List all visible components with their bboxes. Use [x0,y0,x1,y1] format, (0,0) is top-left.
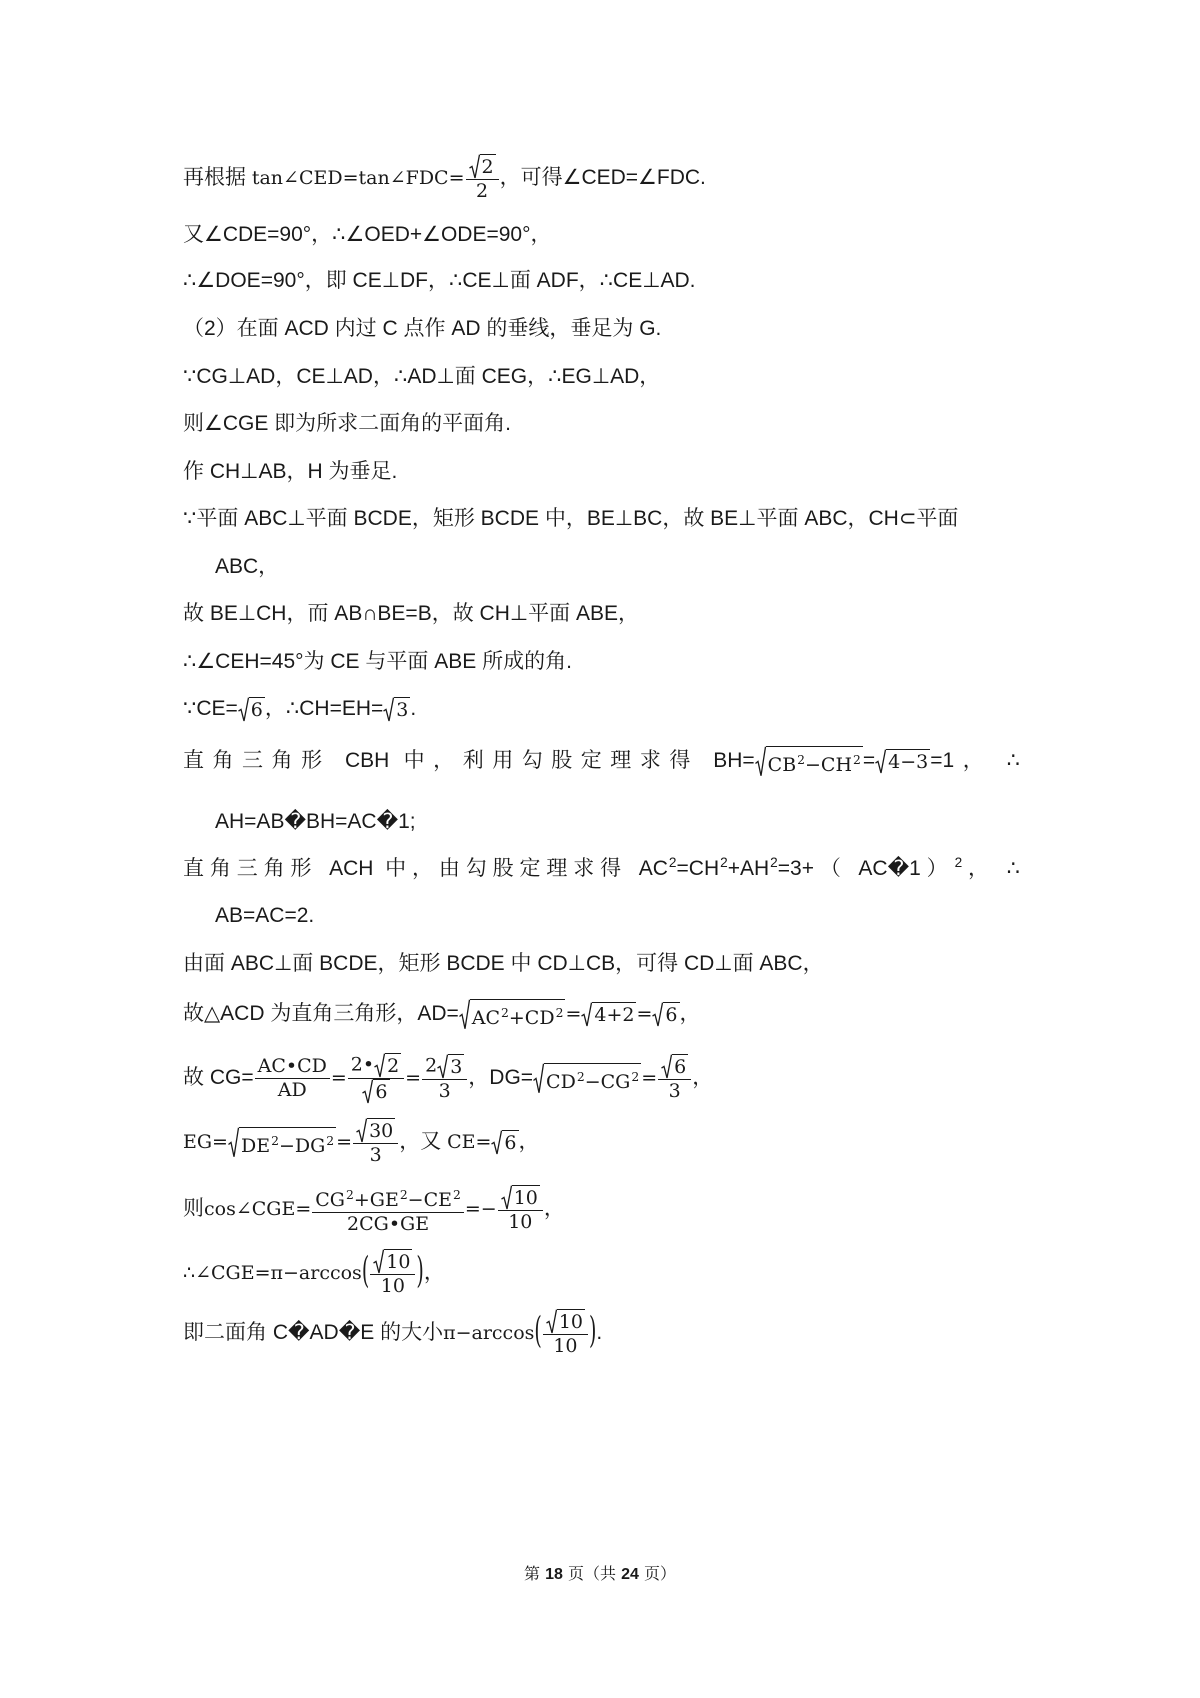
term: −CH [805,753,853,776]
line-content [183,1309,602,1358]
fraction [422,1054,467,1103]
radical-sign-icon [661,1054,672,1079]
formula-run: CE= [447,1130,492,1153]
radicand: 6 [674,1055,687,1078]
radicand [766,746,863,777]
radical-sign-icon [238,697,249,722]
term: −CE [407,1188,452,1211]
line-text: 作 CH⊥AB，H 为垂足. [183,459,398,483]
text-run: ，可得∠CED=∠FDC. [499,165,706,189]
fraction-numerator [543,1309,588,1334]
text-run: = [862,748,876,772]
superscript: 2 [326,1133,335,1148]
radicand [239,1127,336,1158]
sqrt-expression [238,697,265,722]
radicand: 10 [558,1310,583,1333]
superscript: 2 [631,1069,640,1084]
text-run: ，∴CH=EH= [264,696,384,720]
formula-run: tan∠CED=tan∠FDC= [251,166,465,189]
line-content [183,1118,540,1167]
superscript: 2 [576,1069,585,1084]
footer-text: 页（共 [562,1564,622,1583]
radicand: 6 [250,698,263,721]
sqrt-expression [374,1053,401,1078]
sqrt-expression [546,1309,585,1334]
radical-sign-icon [228,1127,239,1158]
sqrt-expression [437,1054,464,1079]
fraction-numerator [422,1054,467,1079]
fraction-numerator [370,1249,415,1274]
term: 2 [425,1054,438,1077]
sqrt-expression [228,1127,336,1158]
sqrt-expression [533,1063,641,1094]
formula-run: π−arccos [443,1321,535,1344]
radicand [544,1063,641,1094]
fraction-numerator [353,1118,398,1143]
fraction-denominator: 10 [498,1210,543,1234]
formula-run: ∴∠CGE= [183,1261,271,1284]
radicand [470,999,566,1030]
term: −CG [584,1070,631,1093]
footer-text: 页） [638,1564,676,1583]
line-content [183,746,1020,777]
superscript: 2 [453,1187,461,1202]
radical-sign-icon [356,1118,367,1143]
sqrt-expression [362,1079,389,1104]
radical-sign-icon [374,1053,385,1078]
radical-sign-icon [546,1309,557,1334]
term: +GE [353,1188,399,1211]
term: −DG [278,1134,326,1157]
superscript: 2 [501,1005,509,1020]
line-text: 又∠CDE=90°，∴∠OED+∠ODE=90°， [183,222,552,246]
radical-sign-icon [755,746,766,777]
fraction-numerator [658,1054,691,1079]
sqrt-expression [652,1002,679,1027]
text-run: 故 CG= [183,1065,254,1089]
formula-run: = [641,1066,658,1089]
superscript: 2 [954,855,963,871]
fraction [353,1118,398,1167]
text-run: 再根据 [183,165,252,189]
sqrt-expression [459,999,566,1030]
text-run: ， [423,1260,445,1284]
fraction-numerator: AC•CD [257,1054,327,1077]
radicand: 3 [396,698,409,721]
radicand: 2 [481,155,494,178]
superscript: 2 [345,1187,354,1202]
text-run: ， [518,1129,540,1153]
line-text: AB=AC=2. [215,903,315,927]
formula-run: π−arccos [270,1261,362,1284]
fraction [255,1055,330,1102]
radicand: 6 [665,1003,678,1026]
sqrt-expression [373,1249,412,1274]
fraction-denominator: 10 [370,1274,415,1298]
fraction [348,1053,404,1104]
radical-sign-icon [533,1063,544,1094]
left-paren: ( [361,1250,370,1293]
fraction [543,1309,588,1358]
fraction-denominator: 2 [466,179,499,203]
superscript: 2 [399,1187,408,1202]
radicand: 30 [369,1119,394,1142]
text-run: ∴ [992,748,1020,772]
radical-sign-icon [373,1249,384,1274]
text-run: 则 [183,1196,204,1220]
text-run: ， [679,1001,701,1025]
fraction [498,1185,543,1234]
right-paren: ) [589,1310,597,1353]
line-text: ∴∠CEH=45°为 CE 与平面 ABE 所成的角. [183,649,572,673]
line-text: ABC， [215,554,280,578]
text-run: 直角三角形 CBH 中，利用勾股定理求得 BH= [183,748,755,772]
text-run: ， ∴ [962,856,1020,880]
fraction-numerator [312,1183,464,1212]
line-text: 由面 ABC⊥面 BCDE，矩形 BCDE 中 CD⊥CB，可得 CD⊥面 ABC， [183,951,824,975]
term: 2• [350,1053,375,1076]
term: CD [546,1070,576,1093]
text-run: =CH [676,856,720,880]
radicand: 2 [387,1054,400,1077]
fraction [312,1183,464,1236]
formula-run: = [330,1066,347,1089]
radical-sign-icon [581,1002,592,1027]
line-text: AH=AB�BH=AC�1; [215,809,416,833]
text-run: =1， [930,748,993,772]
page-footer [0,1563,1200,1586]
radical-sign-icon [383,697,394,722]
fraction-numerator [466,154,499,179]
line-content [183,855,1020,883]
radical-sign-icon [652,1002,663,1027]
line-text: 故 BE⊥CH，而 AB∩BE=B，故 CH⊥平面 ABE， [183,601,640,625]
fraction [466,154,499,203]
fraction-numerator [348,1053,404,1078]
fraction-denominator: 3 [422,1079,467,1103]
radicand: 4+2 [594,1003,635,1026]
sqrt-expression [383,697,410,722]
radicand: 3 [450,1055,463,1078]
footer-text: 第 [524,1564,546,1583]
line-text: 则∠CGE 即为所求二面角的平面角. [183,411,512,435]
line-text: ∵平面 ABC⊥平面 BCDE，矩形 BCDE 中，BE⊥BC，故 BE⊥平面 ABC，CH⊂平面 [183,506,959,530]
sqrt-expression [581,1002,636,1027]
total-pages: 24 [621,1566,639,1583]
text-run: ，又 [399,1129,448,1153]
line-content [183,154,706,203]
sqrt-expression [875,749,930,774]
formula-run: = [336,1130,353,1153]
page-number: 18 [545,1566,563,1583]
term: CG [315,1188,345,1211]
term: CB [767,753,797,776]
left-paren: ( [534,1310,542,1353]
term: AC [471,1006,501,1029]
line-text: ∴∠DOE=90°，即 CE⊥DF，∴CE⊥面 ADF，∴CE⊥AD. [183,268,696,292]
fraction-numerator [498,1185,543,1210]
radicand: 10 [386,1250,411,1273]
fraction-denominator: 2CG•GE [312,1212,464,1236]
text-run: ， [543,1196,565,1220]
text-run: . [410,696,417,720]
fraction-denominator: 3 [353,1143,398,1167]
formula-run: cos∠CGE= [204,1197,312,1220]
text-run: 即二面角 C�AD�E 的大小 [183,1320,444,1344]
radicand: 4−3 [888,750,929,773]
text-run: 故△ACD 为直角三角形，AD= [183,1001,459,1025]
text-run: ，DG= [468,1065,534,1089]
line-content [183,1053,713,1104]
sqrt-expression [501,1185,540,1210]
radical-sign-icon [875,749,886,774]
line-content [183,999,701,1030]
radical-sign-icon [491,1130,502,1155]
radical-sign-icon [469,154,480,179]
line-content [183,1249,445,1298]
fraction-denominator [348,1078,404,1104]
radical-sign-icon [362,1079,373,1104]
term: DE [240,1134,271,1157]
sqrt-expression [356,1118,395,1143]
formula-run: = [636,1002,653,1025]
formula-run: =− [464,1197,497,1220]
superscript: 2 [555,1005,564,1020]
fraction-denominator: AD [255,1078,330,1102]
fraction [370,1249,415,1298]
line-text: （2）在面 ACD 内过 C 点作 AD 的垂线，垂足为 G. [183,316,662,340]
superscript: 2 [668,855,677,871]
formula-run: = [405,1066,422,1089]
radicand: 6 [375,1080,388,1103]
right-paren: ) [416,1250,424,1293]
sqrt-expression [469,154,496,179]
radical-sign-icon [501,1185,512,1210]
radicand: 6 [504,1131,517,1154]
text-run: 直角三角形 ACH 中，由勾股定理求得 AC [183,856,668,880]
text-run: =3+（ AC�1） [777,856,954,880]
superscript: 2 [271,1133,279,1148]
fraction-denominator: 3 [658,1079,691,1103]
text-run: . [596,1320,603,1344]
text-run: ∵CE= [183,696,238,720]
text-run: ， [692,1065,714,1089]
radicand: 10 [513,1186,538,1209]
sqrt-expression [661,1054,688,1079]
term: +CD [508,1006,555,1029]
line-content [183,1183,565,1236]
superscript: 2 [720,855,728,871]
radical-sign-icon [459,999,470,1030]
line-text: ∵CG⊥AD，CE⊥AD，∴AD⊥面 CEG，∴EG⊥AD， [183,364,661,388]
sqrt-expression [755,746,863,777]
formula-run: = [565,1002,582,1025]
superscript: 2 [797,752,806,767]
fraction-denominator: 10 [543,1334,588,1358]
superscript: 2 [853,752,861,767]
superscript: 2 [770,855,778,871]
fraction [658,1054,691,1103]
text-run: +AH [727,856,770,880]
radical-sign-icon [437,1054,448,1079]
line-content [183,695,416,723]
sqrt-expression [491,1130,518,1155]
formula-run: EG= [183,1130,228,1153]
